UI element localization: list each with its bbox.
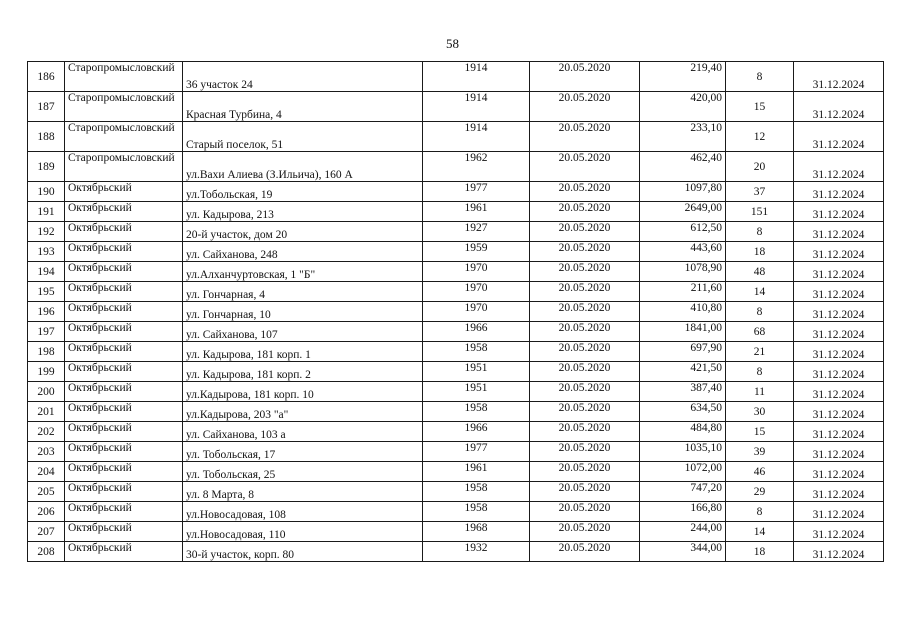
address-cell: ул. Тобольская, 25 — [183, 462, 423, 482]
deadline-cell: 31.12.2024 — [794, 482, 884, 502]
deadline-cell: 31.12.2024 — [794, 462, 884, 482]
row-number: 187 — [28, 92, 65, 122]
row-number: 189 — [28, 152, 65, 182]
deadline-cell: 31.12.2024 — [794, 202, 884, 222]
date-cell: 20.05.2020 — [530, 442, 640, 462]
page-number: 58 — [446, 36, 459, 51]
year-cell: 1914 — [423, 62, 530, 92]
year-cell: 1970 — [423, 282, 530, 302]
housing-registry-table — [27, 61, 884, 562]
deadline-cell: 31.12.2024 — [794, 422, 884, 442]
area-cell: 421,50 — [640, 362, 726, 382]
count-cell: 12 — [726, 122, 794, 152]
table-row — [28, 92, 884, 122]
deadline-cell: 31.12.2024 — [794, 92, 884, 122]
row-number: 202 — [28, 422, 65, 442]
table-row — [28, 442, 884, 462]
address-cell: ул.Кадырова, 203 "а" — [183, 402, 423, 422]
table-row — [28, 62, 884, 92]
count-cell: 68 — [726, 322, 794, 342]
deadline-cell: 31.12.2024 — [794, 182, 884, 202]
year-cell: 1958 — [423, 482, 530, 502]
date-cell: 20.05.2020 — [530, 402, 640, 422]
year-cell: 1970 — [423, 262, 530, 282]
count-cell: 8 — [726, 362, 794, 382]
row-number: 195 — [28, 282, 65, 302]
date-cell: 20.05.2020 — [530, 202, 640, 222]
count-cell: 29 — [726, 482, 794, 502]
count-cell: 8 — [726, 62, 794, 92]
date-cell: 20.05.2020 — [530, 482, 640, 502]
table-row — [28, 382, 884, 402]
district-cell: Октябрьский — [65, 222, 183, 242]
table-row — [28, 462, 884, 482]
area-cell: 1035,10 — [640, 442, 726, 462]
year-cell: 1951 — [423, 382, 530, 402]
address-cell: ул.Тобольская, 19 — [183, 182, 423, 202]
area-cell: 484,80 — [640, 422, 726, 442]
date-cell: 20.05.2020 — [530, 222, 640, 242]
count-cell: 8 — [726, 222, 794, 242]
row-number: 191 — [28, 202, 65, 222]
district-cell: Октябрьский — [65, 302, 183, 322]
table-row — [28, 182, 884, 202]
count-cell: 30 — [726, 402, 794, 422]
count-cell: 14 — [726, 522, 794, 542]
count-cell: 48 — [726, 262, 794, 282]
deadline-cell: 31.12.2024 — [794, 442, 884, 462]
table-row — [28, 482, 884, 502]
row-number: 199 — [28, 362, 65, 382]
address-cell: ул. Тобольская, 17 — [183, 442, 423, 462]
date-cell: 20.05.2020 — [530, 182, 640, 202]
address-cell: ул.Вахи Алиева (З.Ильича), 160 А — [183, 152, 423, 182]
date-cell: 20.05.2020 — [530, 322, 640, 342]
row-number: 186 — [28, 62, 65, 92]
row-number: 207 — [28, 522, 65, 542]
row-number: 190 — [28, 182, 65, 202]
table-row — [28, 502, 884, 522]
table-row — [28, 362, 884, 382]
row-number: 196 — [28, 302, 65, 322]
date-cell: 20.05.2020 — [530, 302, 640, 322]
deadline-cell: 31.12.2024 — [794, 62, 884, 92]
area-cell: 420,00 — [640, 92, 726, 122]
district-cell: Старопромысловский — [65, 152, 183, 182]
date-cell: 20.05.2020 — [530, 242, 640, 262]
deadline-cell: 31.12.2024 — [794, 502, 884, 522]
count-cell: 8 — [726, 302, 794, 322]
date-cell: 20.05.2020 — [530, 122, 640, 152]
year-cell: 1927 — [423, 222, 530, 242]
district-cell: Старопромысловский — [65, 122, 183, 152]
address-cell: ул. Гончарная, 10 — [183, 302, 423, 322]
area-cell: 166,80 — [640, 502, 726, 522]
area-cell: 634,50 — [640, 402, 726, 422]
deadline-cell: 31.12.2024 — [794, 382, 884, 402]
count-cell: 151 — [726, 202, 794, 222]
area-cell: 410,80 — [640, 302, 726, 322]
date-cell: 20.05.2020 — [530, 342, 640, 362]
row-number: 188 — [28, 122, 65, 152]
row-number: 204 — [28, 462, 65, 482]
district-cell: Октябрьский — [65, 462, 183, 482]
deadline-cell: 31.12.2024 — [794, 262, 884, 282]
count-cell: 15 — [726, 422, 794, 442]
deadline-cell: 31.12.2024 — [794, 522, 884, 542]
table-row — [28, 302, 884, 322]
area-cell: 211,60 — [640, 282, 726, 302]
year-cell: 1966 — [423, 422, 530, 442]
year-cell: 1958 — [423, 502, 530, 522]
address-cell: ул. Сайханова, 107 — [183, 322, 423, 342]
table-row — [28, 522, 884, 542]
district-cell: Октябрьский — [65, 242, 183, 262]
table-row — [28, 152, 884, 182]
area-cell: 462,40 — [640, 152, 726, 182]
date-cell: 20.05.2020 — [530, 282, 640, 302]
year-cell: 1977 — [423, 182, 530, 202]
district-cell: Октябрьский — [65, 442, 183, 462]
district-cell: Октябрьский — [65, 482, 183, 502]
district-cell: Октябрьский — [65, 422, 183, 442]
deadline-cell: 31.12.2024 — [794, 542, 884, 562]
address-cell: ул. Кадырова, 181 корп. 1 — [183, 342, 423, 362]
address-cell: ул.Кадырова, 181 корп. 10 — [183, 382, 423, 402]
date-cell: 20.05.2020 — [530, 522, 640, 542]
deadline-cell: 31.12.2024 — [794, 222, 884, 242]
address-cell: 20-й участок, дом 20 — [183, 222, 423, 242]
area-cell: 443,60 — [640, 242, 726, 262]
area-cell: 1097,80 — [640, 182, 726, 202]
row-number: 192 — [28, 222, 65, 242]
area-cell: 219,40 — [640, 62, 726, 92]
deadline-cell: 31.12.2024 — [794, 242, 884, 262]
table-row — [28, 342, 884, 362]
row-number: 194 — [28, 262, 65, 282]
address-cell: Красная Турбина, 4 — [183, 92, 423, 122]
table-row — [28, 262, 884, 282]
table-row — [28, 242, 884, 262]
district-cell: Октябрьский — [65, 382, 183, 402]
date-cell: 20.05.2020 — [530, 92, 640, 122]
count-cell: 14 — [726, 282, 794, 302]
district-cell: Октябрьский — [65, 262, 183, 282]
year-cell: 1961 — [423, 462, 530, 482]
district-cell: Старопромысловский — [65, 62, 183, 92]
date-cell: 20.05.2020 — [530, 542, 640, 562]
district-cell: Октябрьский — [65, 202, 183, 222]
district-cell: Октябрьский — [65, 362, 183, 382]
address-cell: ул.Новосадовая, 108 — [183, 502, 423, 522]
count-cell: 46 — [726, 462, 794, 482]
address-cell: ул. Сайханова, 248 — [183, 242, 423, 262]
year-cell: 1977 — [423, 442, 530, 462]
count-cell: 20 — [726, 152, 794, 182]
row-number: 198 — [28, 342, 65, 362]
district-cell: Октябрьский — [65, 542, 183, 562]
row-number: 197 — [28, 322, 65, 342]
district-cell: Октябрьский — [65, 322, 183, 342]
date-cell: 20.05.2020 — [530, 502, 640, 522]
area-cell: 387,40 — [640, 382, 726, 402]
district-cell: Октябрьский — [65, 342, 183, 362]
table-row — [28, 202, 884, 222]
date-cell: 20.05.2020 — [530, 262, 640, 282]
address-cell: 36 участок 24 — [183, 62, 423, 92]
area-cell: 1841,00 — [640, 322, 726, 342]
row-number: 203 — [28, 442, 65, 462]
address-cell: Старый поселок, 51 — [183, 122, 423, 152]
year-cell: 1958 — [423, 402, 530, 422]
row-number: 208 — [28, 542, 65, 562]
date-cell: 20.05.2020 — [530, 462, 640, 482]
row-number: 201 — [28, 402, 65, 422]
count-cell: 37 — [726, 182, 794, 202]
row-number: 193 — [28, 242, 65, 262]
year-cell: 1962 — [423, 152, 530, 182]
address-cell: ул.Новосадовая, 110 — [183, 522, 423, 542]
year-cell: 1966 — [423, 322, 530, 342]
deadline-cell: 31.12.2024 — [794, 302, 884, 322]
district-cell: Октябрьский — [65, 182, 183, 202]
year-cell: 1959 — [423, 242, 530, 262]
deadline-cell: 31.12.2024 — [794, 282, 884, 302]
row-number: 205 — [28, 482, 65, 502]
area-cell: 612,50 — [640, 222, 726, 242]
address-cell: ул. 8 Марта, 8 — [183, 482, 423, 502]
row-number: 206 — [28, 502, 65, 522]
year-cell: 1951 — [423, 362, 530, 382]
date-cell: 20.05.2020 — [530, 362, 640, 382]
count-cell: 8 — [726, 502, 794, 522]
table-row — [28, 122, 884, 152]
year-cell: 1914 — [423, 92, 530, 122]
district-cell: Октябрьский — [65, 402, 183, 422]
district-cell: Октябрьский — [65, 282, 183, 302]
address-cell: ул. Кадырова, 181 корп. 2 — [183, 362, 423, 382]
table-row — [28, 422, 884, 442]
table-row — [28, 542, 884, 562]
area-cell: 233,10 — [640, 122, 726, 152]
deadline-cell: 31.12.2024 — [794, 402, 884, 422]
year-cell: 1932 — [423, 542, 530, 562]
area-cell: 747,20 — [640, 482, 726, 502]
year-cell: 1970 — [423, 302, 530, 322]
deadline-cell: 31.12.2024 — [794, 322, 884, 342]
district-cell: Октябрьский — [65, 502, 183, 522]
year-cell: 1961 — [423, 202, 530, 222]
count-cell: 18 — [726, 242, 794, 262]
district-cell: Октябрьский — [65, 522, 183, 542]
district-cell: Старопромысловский — [65, 92, 183, 122]
count-cell: 15 — [726, 92, 794, 122]
table-body — [28, 62, 884, 562]
date-cell: 20.05.2020 — [530, 422, 640, 442]
row-number: 200 — [28, 382, 65, 402]
year-cell: 1968 — [423, 522, 530, 542]
deadline-cell: 31.12.2024 — [794, 342, 884, 362]
area-cell: 2649,00 — [640, 202, 726, 222]
area-cell: 244,00 — [640, 522, 726, 542]
date-cell: 20.05.2020 — [530, 152, 640, 182]
address-cell: ул. Гончарная, 4 — [183, 282, 423, 302]
deadline-cell: 31.12.2024 — [794, 362, 884, 382]
count-cell: 18 — [726, 542, 794, 562]
area-cell: 697,90 — [640, 342, 726, 362]
address-cell: ул. Сайханова, 103 а — [183, 422, 423, 442]
table-row — [28, 322, 884, 342]
table-row — [28, 222, 884, 242]
count-cell: 39 — [726, 442, 794, 462]
area-cell: 1072,00 — [640, 462, 726, 482]
table-row — [28, 402, 884, 422]
date-cell: 20.05.2020 — [530, 62, 640, 92]
year-cell: 1914 — [423, 122, 530, 152]
table-row — [28, 282, 884, 302]
count-cell: 11 — [726, 382, 794, 402]
deadline-cell: 31.12.2024 — [794, 152, 884, 182]
year-cell: 1958 — [423, 342, 530, 362]
date-cell: 20.05.2020 — [530, 382, 640, 402]
address-cell: ул.Алханчуртовская, 1 "Б" — [183, 262, 423, 282]
address-cell: 30-й участок, корп. 80 — [183, 542, 423, 562]
count-cell: 21 — [726, 342, 794, 362]
address-cell: ул. Кадырова, 213 — [183, 202, 423, 222]
area-cell: 344,00 — [640, 542, 726, 562]
deadline-cell: 31.12.2024 — [794, 122, 884, 152]
area-cell: 1078,90 — [640, 262, 726, 282]
